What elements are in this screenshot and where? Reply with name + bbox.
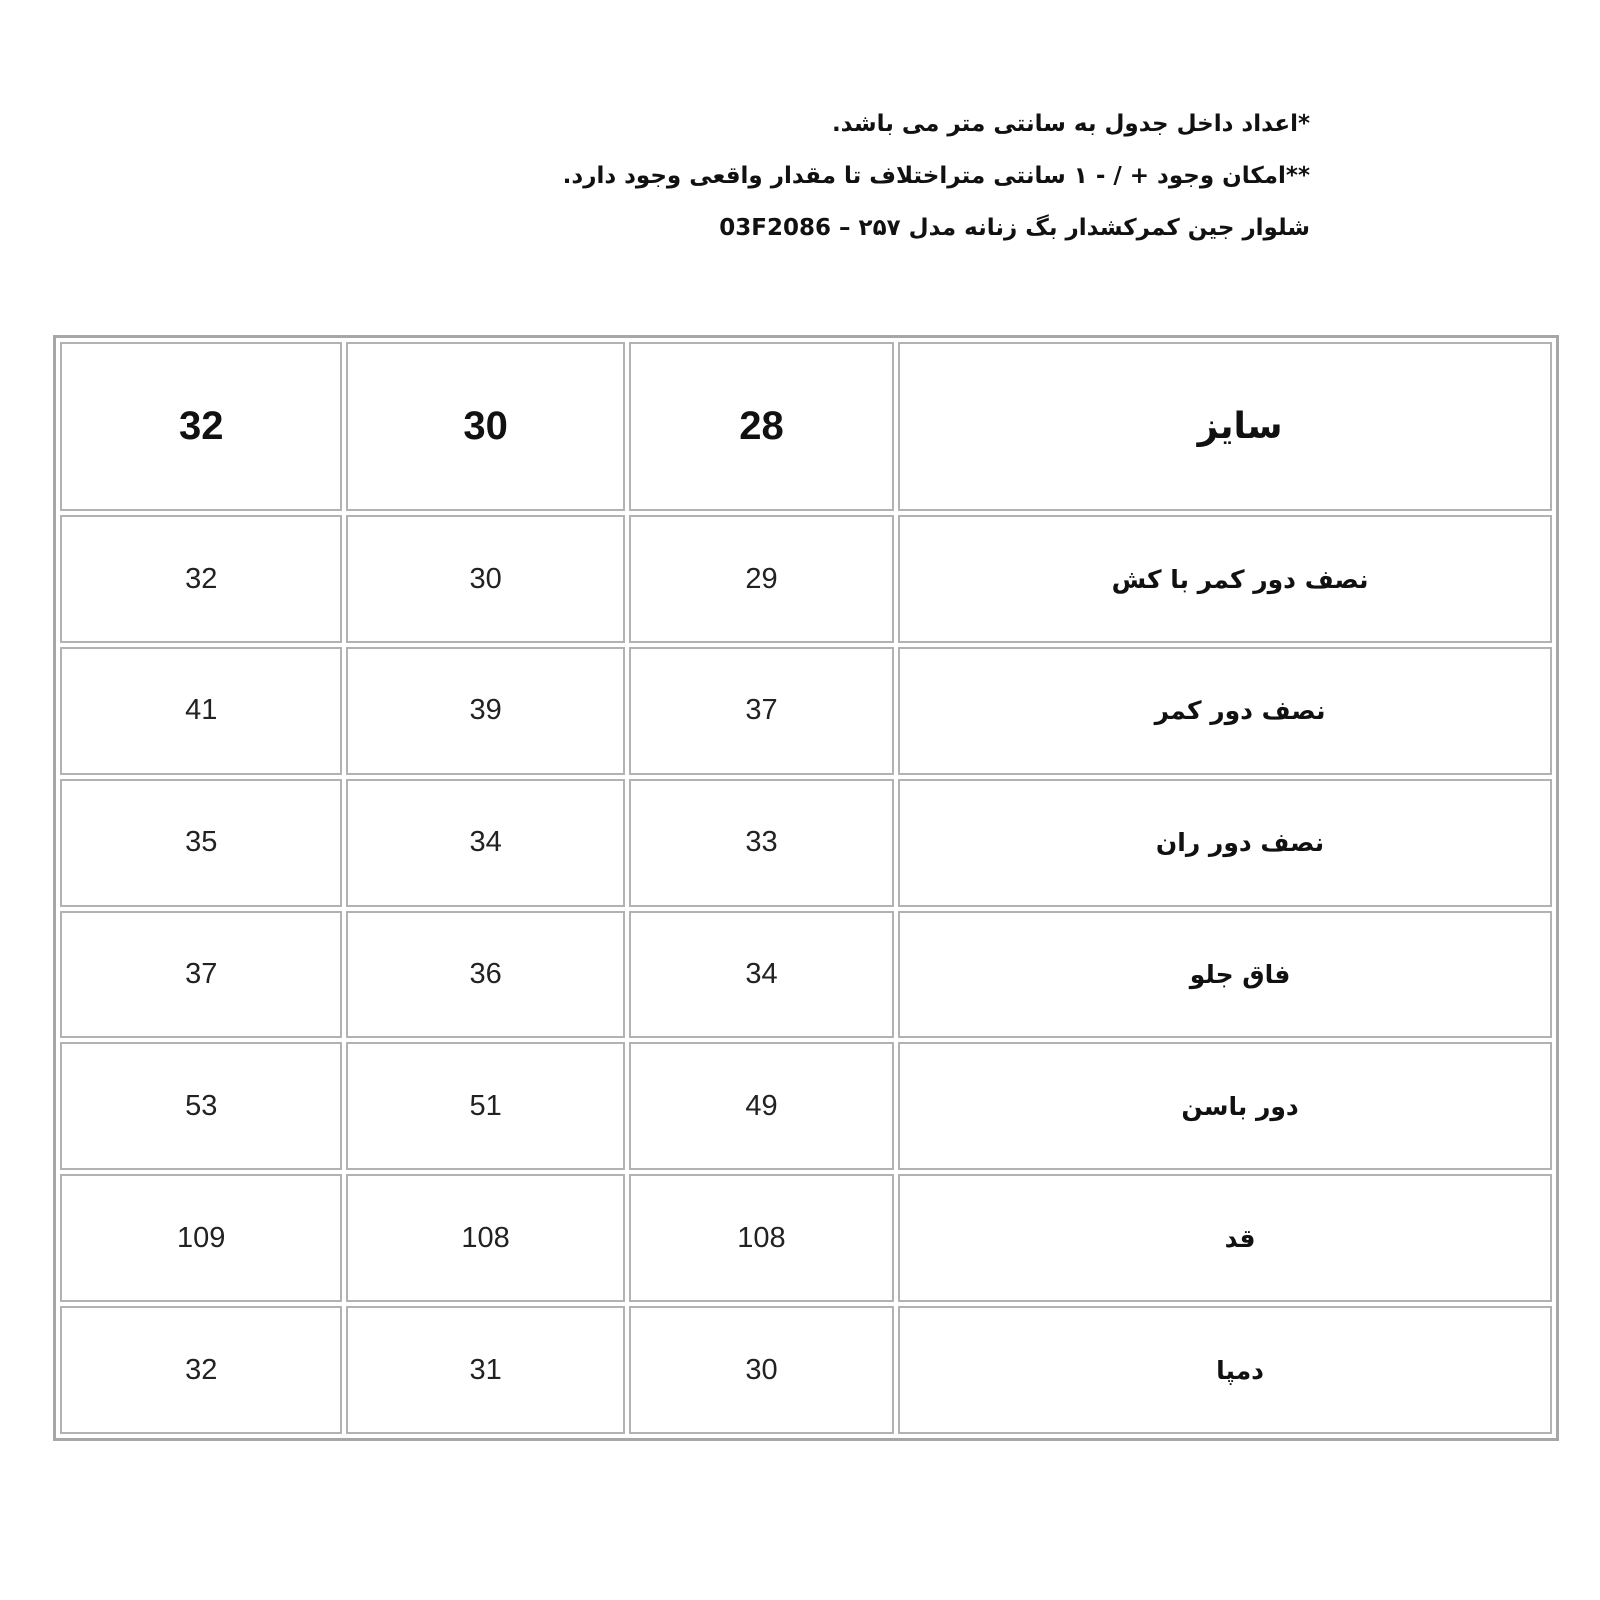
table-row bbox=[60, 779, 1552, 907]
table-cell: 34 bbox=[629, 911, 894, 1039]
table-cell: 34 bbox=[346, 779, 624, 907]
table-cell: 31 bbox=[346, 1306, 624, 1434]
row-label: نصف دور کمر با کش bbox=[898, 515, 1552, 643]
size-header-30: 30 bbox=[346, 342, 624, 511]
table-cell: 41 bbox=[60, 647, 342, 775]
table-cell: 109 bbox=[60, 1174, 342, 1302]
size-header-32: 32 bbox=[60, 342, 342, 511]
table-row bbox=[60, 647, 1552, 775]
row-label: دور باسن bbox=[898, 1042, 1552, 1170]
table-cell: 53 bbox=[60, 1042, 342, 1170]
table-cell: 30 bbox=[346, 515, 624, 643]
table-row bbox=[60, 515, 1552, 643]
table-cell: 108 bbox=[629, 1174, 894, 1302]
size-chart-table bbox=[53, 335, 1559, 1441]
table-cell: 49 bbox=[629, 1042, 894, 1170]
table-header-row bbox=[60, 342, 1552, 511]
note-units: *اعداد داخل جدول به سانتی متر می باشد. bbox=[831, 111, 1310, 137]
row-label: نصف دور ران bbox=[898, 779, 1552, 907]
table-cell: 32 bbox=[60, 1306, 342, 1434]
table-cell: 35 bbox=[60, 779, 342, 907]
table-cell: 36 bbox=[346, 911, 624, 1039]
table-row bbox=[60, 911, 1552, 1039]
table-row bbox=[60, 1306, 1552, 1434]
table-cell: 33 bbox=[629, 779, 894, 907]
table-cell: 51 bbox=[346, 1042, 624, 1170]
table-cell: 108 bbox=[346, 1174, 624, 1302]
row-label: قد bbox=[898, 1174, 1552, 1302]
table-row bbox=[60, 1042, 1552, 1170]
table-cell: 37 bbox=[629, 647, 894, 775]
table-cell: 37 bbox=[60, 911, 342, 1039]
notes-block bbox=[550, 108, 1310, 244]
row-label: نصف دور کمر bbox=[898, 647, 1552, 775]
note-tolerance: **امکان وجود + / - ۱ سانتی متراختلاف تا مقدار واقعی وجود دارد. bbox=[562, 163, 1310, 189]
row-label: دمپا bbox=[898, 1306, 1552, 1434]
product-title: شلوار جین کمرکشدار بگ زنانه مدل ۲۵۷ – 03F2086 bbox=[719, 215, 1310, 241]
table-cell: 39 bbox=[346, 647, 624, 775]
table-cell: 32 bbox=[60, 515, 342, 643]
size-header-28: 28 bbox=[629, 342, 894, 511]
row-label: فاق جلو bbox=[898, 911, 1552, 1039]
table-row bbox=[60, 1174, 1552, 1302]
size-header-label: سایز bbox=[898, 342, 1552, 511]
table-cell: 29 bbox=[629, 515, 894, 643]
table-cell: 30 bbox=[629, 1306, 894, 1434]
